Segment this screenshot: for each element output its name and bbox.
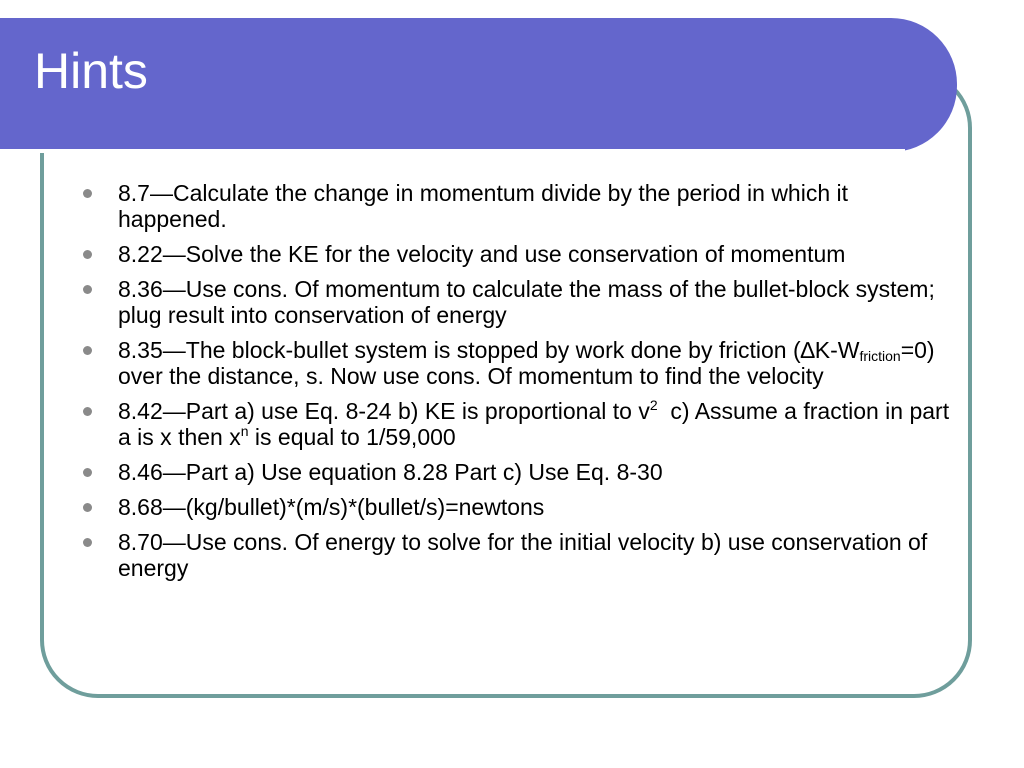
exponent-2: 2 bbox=[649, 397, 658, 413]
hint-text: 8.36—Use cons. Of momentum to calculate the mass of the bullet-block system; plug result into conservation of energy bbox=[118, 276, 935, 328]
bullet-dot bbox=[83, 189, 92, 198]
hint-text: 8.7—Calculate the change in momentum divide by the period in which it happened. bbox=[118, 180, 849, 232]
hint-text bbox=[118, 398, 955, 450]
hint-text: 8.70—Use cons. Of energy to solve for the initial velocity b) use conservation of energy bbox=[118, 529, 928, 581]
hint-item-8-46 bbox=[83, 459, 953, 485]
bullet-dot bbox=[83, 250, 92, 259]
hint-item-8-70 bbox=[83, 529, 953, 581]
hint-text-part: K-W bbox=[814, 337, 860, 363]
hint-item-8-36 bbox=[83, 276, 953, 328]
hint-text-part: 8.35—The block-bullet system is stopped by work done by friction ( bbox=[118, 337, 801, 363]
hint-text-part: 8.42—Part a) use Eq. 8-24 b) KE is proportional to v bbox=[118, 398, 650, 424]
hint-list bbox=[83, 180, 956, 590]
hint-item-8-35 bbox=[83, 337, 953, 389]
slide-title: Hints bbox=[34, 43, 148, 99]
hint-text: 8.68—(kg/bullet)*(m/s)*(bullet/s)=newtons bbox=[118, 494, 545, 520]
hint-text-part: is equal to 1/59,000 bbox=[248, 424, 456, 450]
bullet-dot bbox=[83, 285, 92, 294]
bullet-dot bbox=[83, 346, 92, 355]
hint-text-part: c) Assume a fraction in part a is x then x bbox=[118, 398, 956, 450]
bullet-dot bbox=[83, 468, 92, 477]
bullet-dot bbox=[83, 538, 92, 547]
hint-item-8-68 bbox=[83, 494, 953, 520]
hint-text: 8.22—Solve the KE for the velocity and use conservation of momentum bbox=[118, 241, 846, 267]
hint-item-8-42 bbox=[83, 397, 956, 450]
title-underline bbox=[0, 149, 905, 153]
bullet-dot bbox=[83, 503, 92, 512]
bullet-dot bbox=[83, 407, 92, 416]
hint-text: 8.46—Part a) Use equation 8.28 Part c) Use Eq. 8-30 bbox=[118, 459, 663, 485]
hint-text bbox=[118, 337, 935, 389]
friction-subscript: friction bbox=[859, 348, 901, 364]
exponent-n: n bbox=[240, 423, 249, 439]
hint-item-8-7 bbox=[83, 180, 953, 232]
delta-symbol: ∆ bbox=[800, 337, 815, 363]
hint-text-part: =0) over the distance, s. Now use cons. Of momentum to find the velocity bbox=[118, 337, 935, 389]
hint-item-8-22 bbox=[83, 241, 953, 267]
